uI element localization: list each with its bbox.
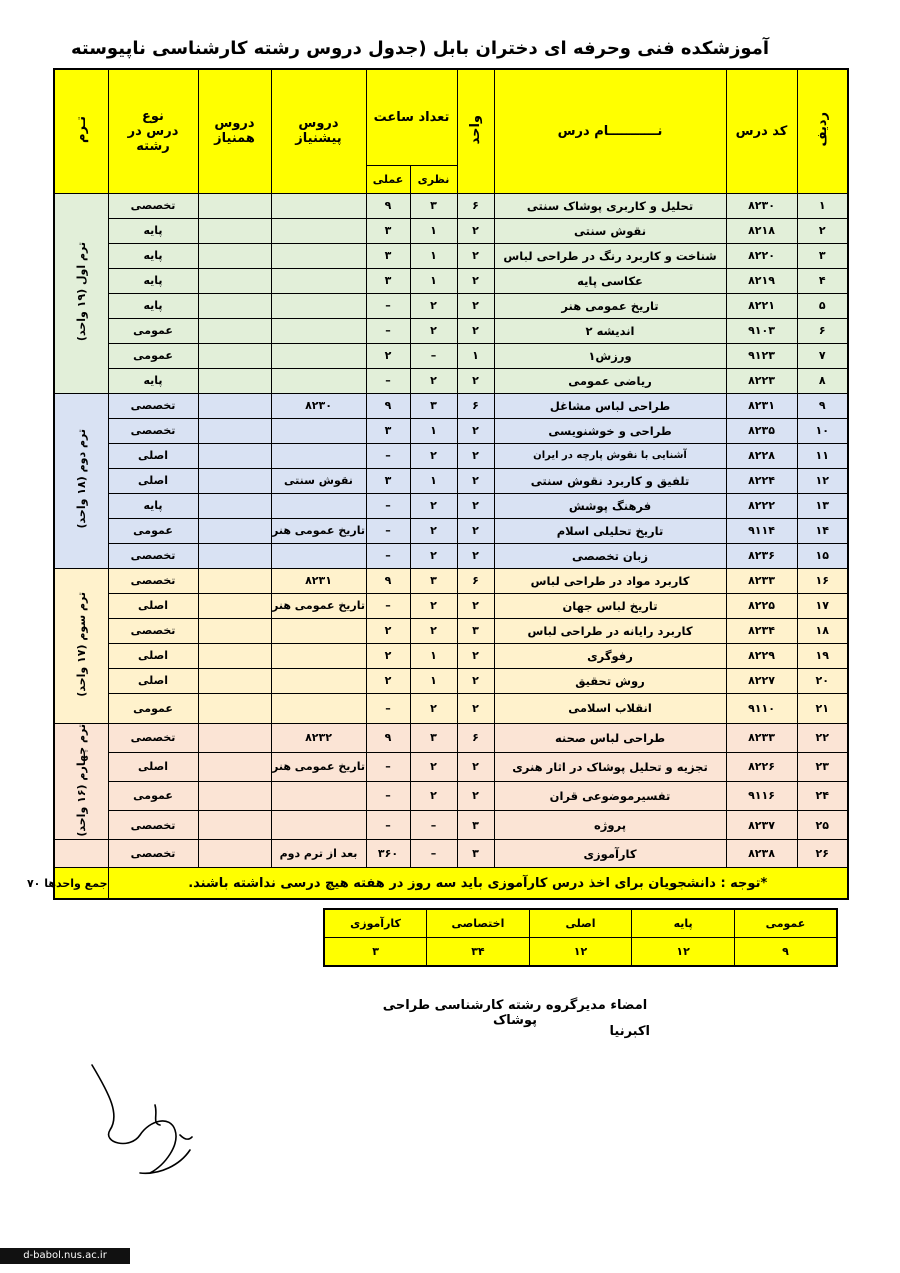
cell-prerequisite (271, 781, 366, 810)
cell-prerequisite: نقوش سنتی (271, 468, 366, 493)
cell-units: ۲ (457, 468, 494, 493)
cell-corequisite (198, 840, 271, 868)
cell-practical: – (366, 443, 410, 468)
cell-prerequisite (271, 193, 366, 218)
cell-theory: ۱ (410, 268, 457, 293)
cell-corequisite (198, 723, 271, 752)
cell-units: ۶ (457, 568, 494, 593)
cell-corequisite (198, 493, 271, 518)
cell-theory: ۱ (410, 243, 457, 268)
cell-course-name: طراحی و خوشنویسی (494, 418, 726, 443)
cell-course-code: ۸۲۱۸ (726, 218, 797, 243)
cell-course-name: کارآموزی (494, 840, 726, 868)
cell-course-code: ۸۲۲۲ (726, 493, 797, 518)
cell-course-name: تاریخ عمومی هنر (494, 293, 726, 318)
cell-course-name: تاریخ تحلیلی اسلام (494, 518, 726, 543)
cell-row-number: ۱۲ (797, 468, 848, 493)
table-row (54, 318, 848, 343)
cell-prerequisite (271, 243, 366, 268)
cell-theory: ۲ (410, 593, 457, 618)
cell-theory: ۳ (410, 723, 457, 752)
cell-theory: ۱ (410, 643, 457, 668)
cell-theory: – (410, 343, 457, 368)
table-row (54, 193, 848, 218)
cell-practical: ۲ (366, 668, 410, 693)
header-units: واحد (457, 69, 494, 193)
summary-label: اصلی (529, 909, 632, 938)
cell-theory: ۲ (410, 781, 457, 810)
cell-course-name: شناخت و کاربرد رنگ در طراحی لباس (494, 243, 726, 268)
cell-corequisite (198, 193, 271, 218)
cell-prerequisite: ۸۲۳۰ (271, 393, 366, 418)
cell-course-type: پایه (108, 243, 198, 268)
cell-corequisite (198, 268, 271, 293)
cell-practical: – (366, 810, 410, 839)
cell-corequisite (198, 468, 271, 493)
cell-corequisite (198, 568, 271, 593)
cell-course-code: ۹۱۲۳ (726, 343, 797, 368)
table-row (54, 593, 848, 618)
cell-row-number: ۲۰ (797, 668, 848, 693)
cell-theory: ۲ (410, 493, 457, 518)
cell-course-code: ۸۲۲۷ (726, 668, 797, 693)
cell-course-code: ۸۲۳۳ (726, 723, 797, 752)
table-row (54, 693, 848, 723)
cell-course-type: عمومی (108, 781, 198, 810)
cell-course-code: ۸۲۳۶ (726, 543, 797, 568)
table-row (54, 243, 848, 268)
cell-units: ۲ (457, 752, 494, 781)
cell-row-number: ۱۱ (797, 443, 848, 468)
cell-course-type: تخصصی (108, 810, 198, 839)
cell-practical: ۳ (366, 218, 410, 243)
table-row (54, 443, 848, 468)
cell-course-name: نقوش سنتی (494, 218, 726, 243)
cell-theory: ۱ (410, 218, 457, 243)
cell-theory: ۲ (410, 543, 457, 568)
cell-course-type: پایه (108, 493, 198, 518)
cell-row-number: ۷ (797, 343, 848, 368)
cell-practical: ۲ (366, 643, 410, 668)
cell-theory: ۲ (410, 318, 457, 343)
cell-practical: – (366, 518, 410, 543)
cell-course-name: عکاسی پایه (494, 268, 726, 293)
cell-practical: – (366, 368, 410, 393)
term-label: ترم چهارم (۱۶ واحد) (54, 723, 108, 840)
cell-prerequisite: تاریخ عمومی هنر (271, 518, 366, 543)
header-course-code: کد درس (726, 69, 797, 193)
cell-practical: – (366, 593, 410, 618)
cell-prerequisite (271, 443, 366, 468)
cell-practical: – (366, 318, 410, 343)
cell-course-type: پایه (108, 368, 198, 393)
cell-course-name: کاربرد مواد در طراحی لباس (494, 568, 726, 593)
cell-units: ۲ (457, 518, 494, 543)
cell-theory: ۲ (410, 752, 457, 781)
cell-course-code: ۸۲۳۵ (726, 418, 797, 443)
cell-row-number: ۹ (797, 393, 848, 418)
cell-corequisite (198, 810, 271, 839)
cell-practical: – (366, 293, 410, 318)
summary-value: ۹ (734, 938, 837, 967)
cell-practical: ۲ (366, 618, 410, 643)
cell-course-code: ۸۲۲۸ (726, 443, 797, 468)
table-row (54, 643, 848, 668)
cell-course-type: پایه (108, 218, 198, 243)
cell-corequisite (198, 368, 271, 393)
cell-corequisite (198, 693, 271, 723)
term-label (54, 840, 108, 868)
cell-prerequisite (271, 418, 366, 443)
table-row (54, 668, 848, 693)
cell-theory: ۲ (410, 618, 457, 643)
cell-practical: – (366, 493, 410, 518)
cell-theory: ۲ (410, 293, 457, 318)
handwritten-signature (80, 1055, 220, 1185)
cell-row-number: ۸ (797, 368, 848, 393)
cell-theory: – (410, 810, 457, 839)
header-course-type: نوع درس در رشته (108, 69, 198, 193)
cell-course-name: تجزیه و تحلیل پوشاک در اثار هنری (494, 752, 726, 781)
cell-course-type: تخصصی (108, 840, 198, 868)
cell-theory: ۲ (410, 518, 457, 543)
cell-prerequisite (271, 543, 366, 568)
cell-theory: ۱ (410, 418, 457, 443)
cell-row-number: ۱۰ (797, 418, 848, 443)
table-row (54, 343, 848, 368)
header-row-number: ردیف (797, 69, 848, 193)
cell-prerequisite (271, 493, 366, 518)
watermark: d-babol.nus.ac.ir (0, 1248, 130, 1264)
cell-row-number: ۱ (797, 193, 848, 218)
cell-course-type: اصلی (108, 668, 198, 693)
cell-course-name: کاربرد رایانه در طراحی لباس (494, 618, 726, 643)
cell-course-type: اصلی (108, 752, 198, 781)
cell-theory: ۱ (410, 468, 457, 493)
cell-course-name: تلفیق و کاربرد نقوش سنتی (494, 468, 726, 493)
cell-units: ۶ (457, 723, 494, 752)
table-row (54, 368, 848, 393)
cell-units: ۲ (457, 543, 494, 568)
table-row (54, 543, 848, 568)
cell-course-type: پایه (108, 268, 198, 293)
table-row (54, 568, 848, 593)
table-row (54, 840, 848, 868)
table-row (54, 418, 848, 443)
table-row (54, 268, 848, 293)
cell-corequisite (198, 668, 271, 693)
cell-course-type: تخصصی (108, 543, 198, 568)
summary-value: ۱۲ (529, 938, 632, 967)
summary-value: ۱۲ (632, 938, 735, 967)
header-practical: عملی (366, 165, 410, 193)
cell-course-type: تخصصی (108, 568, 198, 593)
cell-corequisite (198, 543, 271, 568)
cell-units: ۳ (457, 810, 494, 839)
cell-units: ۲ (457, 293, 494, 318)
table-row (54, 618, 848, 643)
cell-course-type: اصلی (108, 468, 198, 493)
cell-theory: ۳ (410, 193, 457, 218)
unit-summary-table (323, 908, 838, 967)
header-theory: نظری (410, 165, 457, 193)
cell-course-code: ۸۲۲۴ (726, 468, 797, 493)
cell-prerequisite: بعد از ترم دوم (271, 840, 366, 868)
cell-corequisite (198, 393, 271, 418)
cell-units: ۱ (457, 343, 494, 368)
cell-prerequisite (271, 318, 366, 343)
footer-note: *توجه : دانشجویان برای اخذ درس کارآموزی باید سه روز در هفته هیچ درسی نداشته باشند. (108, 868, 848, 900)
cell-theory: ۲ (410, 368, 457, 393)
cell-practical: ۳۶۰ (366, 840, 410, 868)
table-row (54, 293, 848, 318)
cell-practical: ۲ (366, 343, 410, 368)
cell-course-code: ۸۲۱۹ (726, 268, 797, 293)
cell-theory: ۲ (410, 443, 457, 468)
signature-name: اکبرنیا (609, 1024, 650, 1039)
cell-corequisite (198, 418, 271, 443)
term-label: ترم دوم (۱۸ واحد) (54, 393, 108, 568)
cell-practical: ۹ (366, 393, 410, 418)
header-hours: تعداد ساعت (366, 69, 457, 165)
table-row (54, 723, 848, 752)
cell-practical: – (366, 781, 410, 810)
cell-course-name: تحلیل و کاربری پوشاک سنتی (494, 193, 726, 218)
cell-course-name: انقلاب اسلامی (494, 693, 726, 723)
summary-label: کارآموزی (324, 909, 427, 938)
table-row (54, 810, 848, 839)
cell-corequisite (198, 443, 271, 468)
signature-title: امضاء مدیرگروه رشته کارشناسی طراحی پوشاک (382, 998, 648, 1028)
cell-row-number: ۱۵ (797, 543, 848, 568)
cell-units: ۶ (457, 193, 494, 218)
course-table (26, 68, 849, 900)
cell-course-name: تاریخ لباس جهان (494, 593, 726, 618)
cell-theory: ۱ (410, 668, 457, 693)
page-title: آموزشکده فنی وحرفه ای دختران بابل (جدول دروس رشته کارشناسی ناپیوسته (70, 38, 770, 59)
term-label: ترم سوم (۱۷ واحد) (54, 568, 108, 723)
summary-label: پایه (632, 909, 735, 938)
cell-course-name: ورزش۱ (494, 343, 726, 368)
cell-units: ۲ (457, 781, 494, 810)
cell-practical: – (366, 693, 410, 723)
cell-course-name: ریاضی عمومی (494, 368, 726, 393)
cell-course-type: اصلی (108, 443, 198, 468)
cell-row-number: ۱۶ (797, 568, 848, 593)
cell-row-number: ۲۶ (797, 840, 848, 868)
cell-units: ۲ (457, 593, 494, 618)
cell-course-type: عمومی (108, 693, 198, 723)
cell-course-name: آشنایی با نقوش پارچه در ایران (494, 443, 726, 468)
cell-course-name: زبان تخصصی (494, 543, 726, 568)
cell-course-type: پایه (108, 293, 198, 318)
cell-units: ۲ (457, 643, 494, 668)
cell-course-type: تخصصی (108, 393, 198, 418)
table-row (54, 752, 848, 781)
cell-practical: ۳ (366, 468, 410, 493)
cell-practical: – (366, 752, 410, 781)
cell-row-number: ۱۳ (797, 493, 848, 518)
cell-units: ۶ (457, 393, 494, 418)
header-corequisite: دروس همنیاز (198, 69, 271, 193)
cell-corequisite (198, 781, 271, 810)
cell-prerequisite (271, 343, 366, 368)
cell-prerequisite (271, 810, 366, 839)
cell-prerequisite (271, 668, 366, 693)
cell-course-code: ۸۲۲۹ (726, 643, 797, 668)
cell-corequisite (198, 593, 271, 618)
table-row (54, 218, 848, 243)
cell-course-name: پروژه (494, 810, 726, 839)
cell-practical: ۹ (366, 568, 410, 593)
cell-units: ۲ (457, 668, 494, 693)
cell-prerequisite (271, 293, 366, 318)
cell-prerequisite (271, 268, 366, 293)
cell-prerequisite (271, 368, 366, 393)
cell-course-type: تخصصی (108, 418, 198, 443)
cell-course-name: فرهنگ پوشش (494, 493, 726, 518)
cell-corequisite (198, 518, 271, 543)
cell-prerequisite: ۸۲۳۲ (271, 723, 366, 752)
cell-prerequisite (271, 218, 366, 243)
cell-units: ۲ (457, 693, 494, 723)
cell-row-number: ۲۲ (797, 723, 848, 752)
cell-practical: ۳ (366, 268, 410, 293)
cell-row-number: ۲ (797, 218, 848, 243)
cell-course-type: اصلی (108, 643, 198, 668)
cell-corequisite (198, 293, 271, 318)
cell-course-name: طراحی لباس مشاغل (494, 393, 726, 418)
cell-corequisite (198, 343, 271, 368)
cell-practical: – (366, 543, 410, 568)
cell-course-name: طراحی لباس صحنه (494, 723, 726, 752)
cell-units: ۲ (457, 318, 494, 343)
cell-row-number: ۲۵ (797, 810, 848, 839)
cell-practical: ۳ (366, 418, 410, 443)
cell-units: ۳ (457, 618, 494, 643)
cell-course-type: تخصصی (108, 723, 198, 752)
cell-practical: ۹ (366, 193, 410, 218)
cell-theory: ۳ (410, 568, 457, 593)
cell-corequisite (198, 618, 271, 643)
cell-units: ۳ (457, 840, 494, 868)
table-row (54, 781, 848, 810)
term-label: ترم اول (۱۹ واحد) (54, 193, 108, 393)
cell-course-type: تخصصی (108, 618, 198, 643)
header-course-name: نـــــــــــام درس (494, 69, 726, 193)
table-row (54, 518, 848, 543)
cell-row-number: ۱۴ (797, 518, 848, 543)
cell-prerequisite: تاریخ عمومی هنر (271, 593, 366, 618)
cell-row-number: ۱۸ (797, 618, 848, 643)
cell-course-type: عمومی (108, 343, 198, 368)
cell-units: ۲ (457, 368, 494, 393)
cell-course-code: ۸۲۳۸ (726, 840, 797, 868)
cell-row-number: ۱۷ (797, 593, 848, 618)
cell-prerequisite (271, 618, 366, 643)
cell-units: ۲ (457, 443, 494, 468)
cell-row-number: ۴ (797, 268, 848, 293)
cell-course-code: ۹۱۰۳ (726, 318, 797, 343)
cell-course-code: ۸۲۲۳ (726, 368, 797, 393)
cell-row-number: ۲۴ (797, 781, 848, 810)
cell-row-number: ۶ (797, 318, 848, 343)
summary-label: اختصاصی (427, 909, 530, 938)
cell-course-code: ۹۱۱۶ (726, 781, 797, 810)
cell-theory: ۳ (410, 393, 457, 418)
cell-corequisite (198, 318, 271, 343)
cell-prerequisite: تاریخ عمومی هنر (271, 752, 366, 781)
cell-practical: ۹ (366, 723, 410, 752)
cell-course-code: ۸۲۲۰ (726, 243, 797, 268)
cell-corequisite (198, 218, 271, 243)
cell-course-code: ۸۲۳۴ (726, 618, 797, 643)
summary-label: عمومی (734, 909, 837, 938)
cell-row-number: ۲۳ (797, 752, 848, 781)
table-row (54, 468, 848, 493)
cell-course-name: تفسیرموضوعی قران (494, 781, 726, 810)
cell-row-number: ۱۹ (797, 643, 848, 668)
footer-total-units: جمع واحدها ۷۰ (54, 868, 108, 900)
header-prerequisite: دروس پیشنیاز (271, 69, 366, 193)
cell-row-number: ۳ (797, 243, 848, 268)
cell-course-code: ۸۲۲۵ (726, 593, 797, 618)
cell-practical: ۳ (366, 243, 410, 268)
header-term: تـرم (54, 69, 108, 193)
table-row (54, 493, 848, 518)
cell-course-code: ۸۲۳۷ (726, 810, 797, 839)
cell-prerequisite (271, 643, 366, 668)
cell-corequisite (198, 752, 271, 781)
cell-course-code: ۸۲۳۳ (726, 568, 797, 593)
cell-theory: – (410, 840, 457, 868)
cell-course-code: ۹۱۱۰ (726, 693, 797, 723)
table-row (54, 393, 848, 418)
cell-course-name: اندیشه ۲ (494, 318, 726, 343)
cell-units: ۲ (457, 418, 494, 443)
cell-course-type: عمومی (108, 518, 198, 543)
cell-course-code: ۸۲۳۰ (726, 193, 797, 218)
cell-row-number: ۲۱ (797, 693, 848, 723)
cell-units: ۲ (457, 243, 494, 268)
cell-units: ۲ (457, 218, 494, 243)
cell-row-number: ۵ (797, 293, 848, 318)
summary-value: ۳۴ (427, 938, 530, 967)
cell-course-type: عمومی (108, 318, 198, 343)
cell-course-name: روش تحقیق (494, 668, 726, 693)
cell-course-type: تخصصی (108, 193, 198, 218)
cell-corequisite (198, 643, 271, 668)
cell-theory: ۲ (410, 693, 457, 723)
cell-course-type: اصلی (108, 593, 198, 618)
cell-units: ۲ (457, 493, 494, 518)
cell-course-code: ۸۲۲۶ (726, 752, 797, 781)
cell-course-code: ۹۱۱۴ (726, 518, 797, 543)
cell-course-name: رفوگری (494, 643, 726, 668)
cell-units: ۲ (457, 268, 494, 293)
cell-course-code: ۸۲۳۱ (726, 393, 797, 418)
cell-prerequisite (271, 693, 366, 723)
cell-corequisite (198, 243, 271, 268)
cell-prerequisite: ۸۲۳۱ (271, 568, 366, 593)
summary-value: ۳ (324, 938, 427, 967)
cell-course-code: ۸۲۲۱ (726, 293, 797, 318)
